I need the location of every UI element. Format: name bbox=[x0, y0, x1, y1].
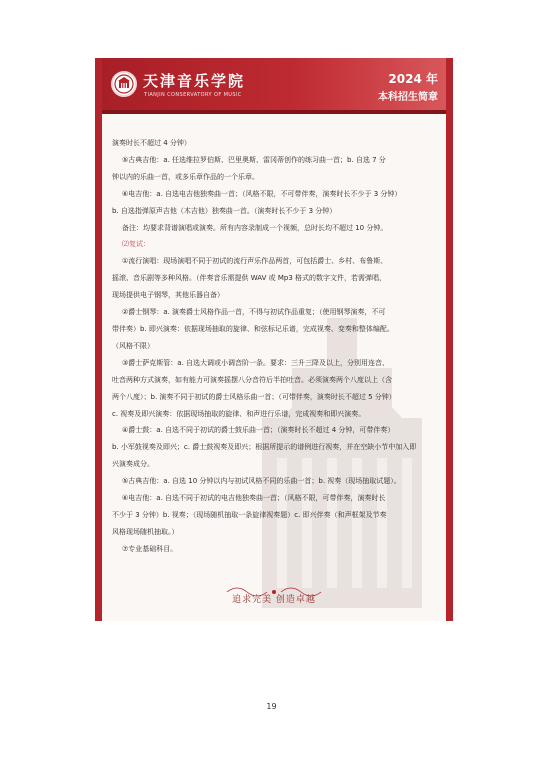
brochure-page bbox=[95, 58, 453, 621]
text-line: ②爵士钢琴：a. 演奏爵士风格作品一首，不得与初试作品重复；（使用钢琴演奏，不可 bbox=[122, 308, 386, 317]
text-line: ⑤古典吉他：a. 任选维拉罗伯斯、巴里奥斯、雷冈蒂创作的练习曲一首；b. 自选 7 分 bbox=[122, 155, 386, 164]
text-line: b. 自选指弹原声吉他（木吉他）独奏曲一首。（演奏时长不少于 3 分钟） bbox=[112, 206, 337, 215]
text-line: （风格不限） bbox=[112, 341, 154, 350]
page-number: 19 bbox=[266, 702, 277, 711]
text-line: ⑥电吉他：a. 自选不同于初试的电吉他独奏曲一首；（风格不限，可带伴奏，演奏时长 bbox=[122, 494, 386, 503]
header-band bbox=[102, 58, 446, 114]
school-name: 天津音乐学院 bbox=[143, 72, 246, 90]
text-line: 风格现场随机抽取。） bbox=[112, 527, 179, 536]
text-line: ⑥电吉他：a. 自选电吉他独奏曲一首；（风格不限，不可带伴奏，演奏时长不少于 3 分钟） bbox=[122, 189, 402, 198]
text-line: ⑤古典吉他：a. 自选 10 分钟以内与初试风格不同的乐曲一首；b. 视奏（现场抽取试题）。 bbox=[122, 477, 401, 486]
text-line: 带伴奏）b. 即兴演奏：依据现场抽取的旋律、和弦标记乐谱，完成视奏、变奏和整体编配。 bbox=[112, 324, 394, 333]
school-logo-icon bbox=[111, 71, 137, 97]
brochure-year: 2024 年 bbox=[388, 72, 438, 86]
text-line: 演奏时长不超过 4 分钟） bbox=[112, 139, 191, 147]
text-line: ①流行演唱：现场演唱不同于初试的流行声乐作品两首，可包括爵士、乡村、布鲁斯、 bbox=[122, 257, 388, 266]
text-line: 摇滚、音乐剧等多种风格。（伴奏音乐需提供 WAV 或 Mp3 格式的数字文件，若需弹唱， bbox=[112, 274, 387, 283]
text-line: b. 小军鼓视奏及即兴；c. 爵士鼓视奏及即兴；根据所提示的谱例进行视奏，并在空缺小节中加入即 bbox=[112, 443, 417, 452]
school-motto: 追求完美 创造卓越 bbox=[232, 595, 316, 605]
school-name-en: TIANJIN CONSERVATORY OF MUSIC bbox=[144, 92, 242, 98]
text-line: ⑦专业基础科目。 bbox=[122, 544, 178, 553]
text-line: 两个八度）；b. 演奏不同于初试的爵士风格乐曲一首；（可带伴奏，演奏时长不超过 5 分钟） bbox=[112, 392, 396, 401]
admission-text bbox=[112, 135, 440, 558]
text-line: ③爵士萨克斯管：a. 自选大调或小调音阶一条。要求：三升三降及以上，分别用连音、 bbox=[122, 358, 390, 367]
text-line: 现场提供电子钢琴，其他乐器自备） bbox=[112, 291, 224, 300]
text-line: ④爵士鼓：a. 自选不同于初试的爵士鼓乐曲一首；（演奏时长不超过 4 分钟，可带伴奏） bbox=[122, 426, 395, 435]
section-heading: ⑵复试： bbox=[122, 240, 150, 249]
text-line: 不少于 3 分钟）b. 视奏；（现场随机抽取一条旋律视奏题）c. 即兴伴奏（和声框架及节奏 bbox=[112, 510, 387, 519]
text-line: 备注：均要求背谱演唱或演奏。所有内容录制成一个视频，总时长均不超过 10 分钟。 bbox=[122, 223, 388, 232]
text-line: c. 视奏及即兴演奏：依据现场抽取的旋律、和声进行乐谱，完成视奏和即兴演奏。 bbox=[112, 409, 366, 418]
text-line: 吐音两种方式演奏，如有能力可演奏摇摆八分音符后半拍吐音。必须演奏两个八度以上（含 bbox=[112, 375, 392, 384]
text-line: 兴演奏成分。 bbox=[112, 460, 154, 469]
text-line: 钟以内的乐曲一首，或多乐章作品的一个乐章。 bbox=[112, 172, 259, 181]
header-stripe bbox=[102, 110, 446, 114]
brochure-subtitle: 本科招生简章 bbox=[378, 92, 438, 103]
